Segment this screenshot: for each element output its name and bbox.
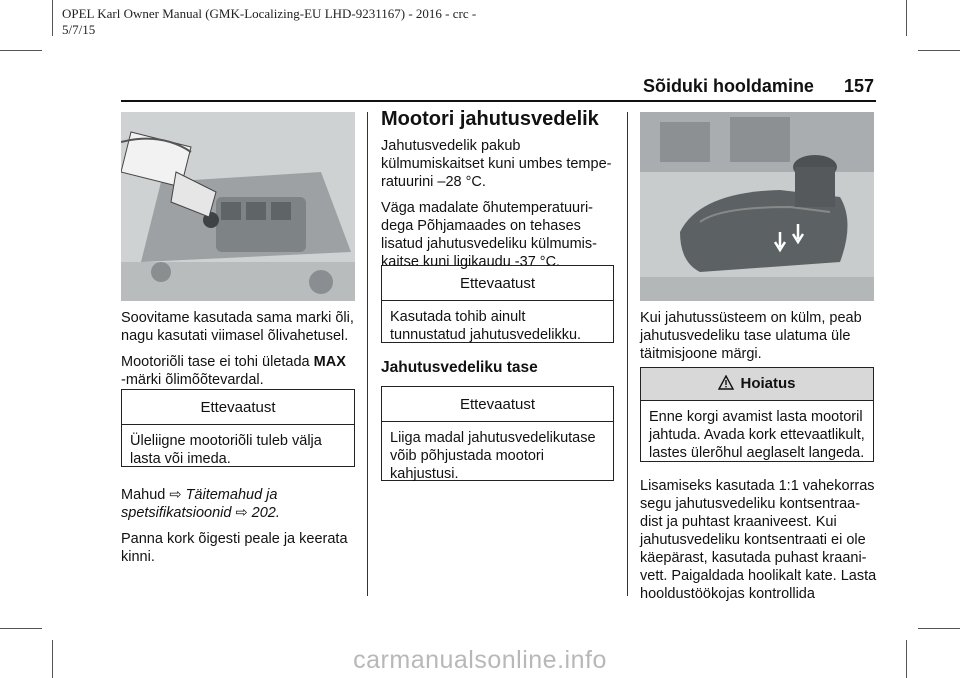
crop-mark	[918, 628, 960, 629]
capacity-link[interactable]: Täitemahud ja spetsifikatsioonid	[121, 487, 278, 521]
cross-reference-arrow-icon: ⇨	[235, 505, 248, 521]
capacity-paragraph: Mahud ⇨ Täitemahud ja spetsifikatsioonid ⇨ 202.	[121, 487, 280, 521]
warning-box	[640, 367, 874, 462]
caution-title: Ettevaatust	[382, 387, 613, 422]
cross-reference-arrow-icon: ⇨	[169, 487, 182, 503]
coolant-para-2: Väga madalate õhutemperatuuri- dega Põhjamaades on tehases lisatud jahutusvedeliku külmumis- kaitse kuni ligikaudu -37 °C.	[381, 200, 597, 270]
coolant-level-subheading: Jahutusvedeliku tase	[381, 359, 538, 376]
header-rule	[121, 100, 876, 102]
caution-title: Ettevaatust	[122, 390, 354, 425]
warning-title: Hoiatus	[641, 368, 873, 401]
coolant-reservoir-illustration	[640, 112, 874, 301]
crop-mark	[0, 50, 42, 51]
max-mark: MAX	[313, 354, 346, 370]
engine-oil-fill-illustration	[121, 112, 355, 301]
oil-max-paragraph: Mootoriõli tase ei tohi ületada MAX -märki õlimõõtevardal.	[121, 354, 346, 388]
caution-box-coolant-level	[381, 386, 614, 481]
oil-brand-paragraph: Soovitame kasutada sama marki õli, nagu kasutati viimasel õlivahetusel.	[121, 310, 354, 344]
running-header	[643, 76, 874, 97]
caution-title: Ettevaatust	[382, 266, 613, 301]
caution-body: Üleliigne mootoriõli tuleb välja lasta või imeda.	[130, 433, 322, 467]
meta-line-1: OPEL Karl Owner Manual (GMK-Localizing-EU LHD-9231167) - 2016 - crc -	[62, 6, 477, 21]
warning-triangle-icon	[718, 375, 734, 394]
meta-line-2: 5/7/15	[62, 22, 96, 37]
column-divider	[627, 112, 628, 596]
caution-body: Liiga madal jahutusvedelikutase võib põhjustada mootori kahjustusi.	[390, 430, 596, 482]
cap-close-paragraph: Panna kork õigesti peale ja keerata kinni.	[121, 531, 348, 565]
document-meta	[62, 6, 476, 38]
fill-line-paragraph: Kui jahutussüsteem on külm, peab jahutusvedeliku tase ulatuma üle täitmisjoone märgi.	[640, 310, 862, 362]
coolant-mix-paragraph: Lisamiseks kasutada 1:1 vahekorras segu jahutusvedeliku kontsentraa- dist ja puhtast kraaniveest. Kui jahutusvedeliku kontsentraati ei ole käepärast, kasutada puhast kraani- vett. Paigaldada hoolikalt kate. Lasta hooldustöökojas kontrollida	[640, 478, 877, 602]
coolant-heading: Mootori jahutusvedelik	[381, 108, 599, 130]
caution-body: Kasutada tohib ainult tunnustatud jahutusvedelikku.	[390, 309, 582, 343]
coolant-para-1: Jahutusvedelik pakub külmumiskaitset kuni umbes tempe- ratuurini –28 °C.	[381, 138, 612, 190]
section-title: Sõiduki hooldamine	[642, 76, 814, 96]
caution-box-oil	[121, 389, 355, 467]
capacity-page-link[interactable]: 202.	[251, 505, 280, 521]
crop-mark	[918, 50, 960, 51]
crop-mark	[906, 0, 907, 36]
crop-mark	[0, 628, 42, 629]
watermark: carmanualsonline.info	[353, 646, 607, 674]
warning-body: Enne korgi avamist lasta mootoril jahtuda. Avada kork ettevaatlikult, lastes ülerõhul aeglaselt langeda.	[649, 409, 865, 461]
caution-box-coolant	[381, 265, 614, 343]
page-number: 157	[843, 76, 874, 96]
column-divider	[367, 112, 368, 596]
crop-mark	[52, 0, 53, 36]
